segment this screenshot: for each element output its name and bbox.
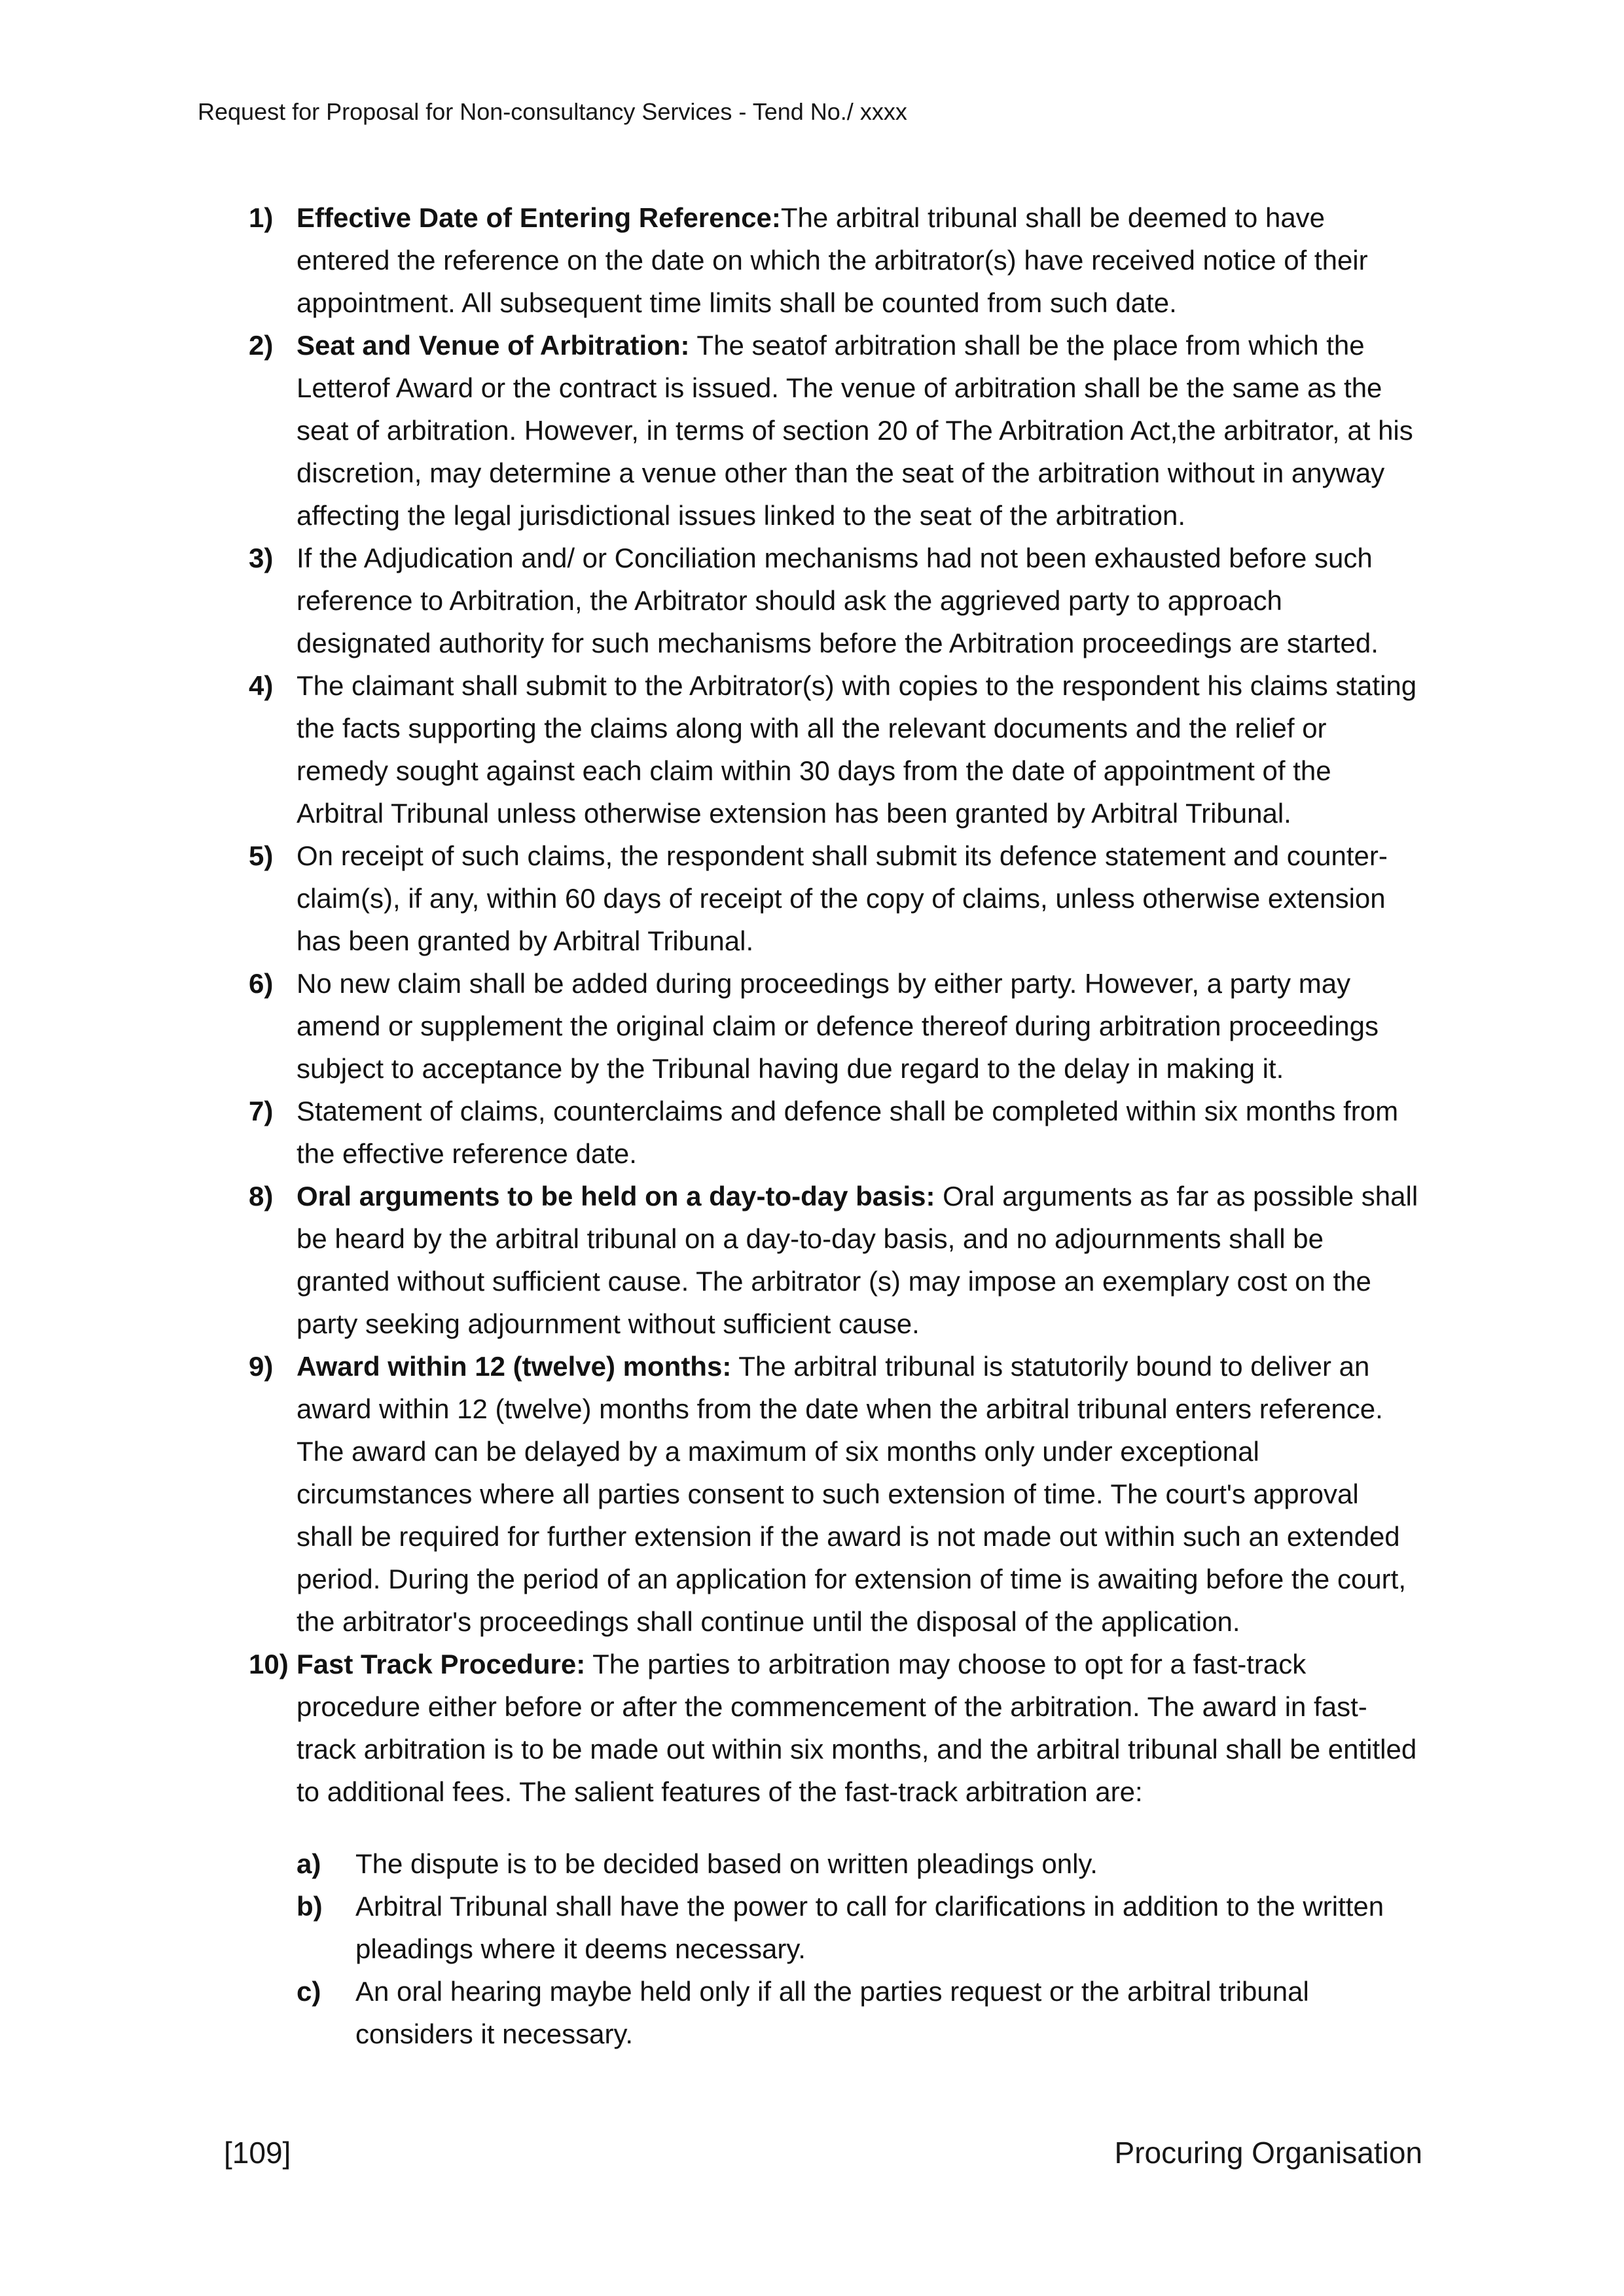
list-item-1 <box>249 196 1420 324</box>
item-number: 10) <box>249 1649 289 1679</box>
item-bold-lead: Fast Track Procedure: <box>297 1649 586 1679</box>
item-body-text: On receipt of such claims, the respondent shall submit its defence statement and counter-claim(s), if any, within 60 days of receipt of the copy of claims, unless otherwise extension has been granted by Arbitral Tribunal. <box>297 840 1388 956</box>
sub-item-text: The dispute is to be decided based on written pleadings only. <box>355 1848 1098 1879</box>
item-bold-lead: Effective Date of Entering Reference: <box>297 202 781 233</box>
item-bold-lead: Award within 12 (twelve) months: <box>297 1351 732 1382</box>
item-body-text: The claimant shall submit to the Arbitrator(s) with copies to the respondent his claims stating the facts supporting the claims along with all the relevant documents and the relief or remedy sought against each claim within 30 days from the date of appointment of the Arbitral Tribunal unless otherwise extension has been granted by Arbitral Tribunal. <box>297 670 1417 829</box>
item-body-text: The seatof arbitration shall be the place from which the Letterof Award or the contract is issued. The venue of arbitration shall be the same as the seat of arbitration. However, in terms of section 20 of The Arbitration Act,the arbitrator, at his discretion, may determine a venue other than the seat of the arbitration without in anyway affecting the legal jurisdictional issues linked to the seat of the arbitration. <box>297 330 1413 531</box>
page-header: Request for Proposal for Non-consultancy Services - Tend No./ xxxx <box>198 98 907 125</box>
sub-item-a <box>297 1842 1420 1885</box>
footer-organisation-label: Procuring Organisation <box>1114 2136 1422 2170</box>
sub-item-b <box>297 1885 1420 1970</box>
list-item-4 <box>249 664 1420 834</box>
fast-track-sublist <box>297 1842 1420 2055</box>
page-number: [109] <box>224 2136 291 2170</box>
item-number: 2) <box>249 330 274 361</box>
list-item-9 <box>249 1345 1420 1643</box>
list-item-10 <box>249 1643 1420 1813</box>
item-text <box>297 537 1420 664</box>
list-item-3 <box>249 537 1420 664</box>
sub-item-text: Arbitral Tribunal shall have the power to call for clarifications in addition to the written pleadings where it deems necessary. <box>355 1891 1384 1964</box>
list-item-7 <box>249 1090 1420 1175</box>
list-item-5 <box>249 834 1420 962</box>
item-body-text: The arbitral tribunal shall be deemed to have entered the reference on the date on which the arbitrator(s) have received notice of their appointment. All subsequent time limits shall be counted from such date. <box>297 202 1368 318</box>
item-number: 7) <box>249 1096 274 1126</box>
item-number: 1) <box>249 202 274 233</box>
item-body-text: Oral arguments as far as possible shall be heard by the arbitral tribunal on a day-to-day basis, and no adjournments shall be granted without sufficient cause. The arbitrator (s) may impose an exemplary cost on the party seeking adjournment without sufficient cause. <box>297 1181 1418 1339</box>
item-number: 6) <box>249 968 274 999</box>
item-body-text: The parties to arbitration may choose to opt for a fast-track procedure either before or after the commencement of the arbitration. The award in fast-track arbitration is to be made out within six months, and the arbitral tribunal shall be entitled to additional fees. The salient features of the fast-track arbitration are: <box>297 1649 1417 1807</box>
item-text <box>297 834 1420 962</box>
item-body-text: The arbitral tribunal is statutorily bound to deliver an award within 12 (twelve) months from the date when the arbitral tribunal enters reference. The award can be delayed by a maximum of six months only under exceptional circumstances where all parties consent to such extension of time. The court's approval shall be required for further extension if the award is not made out within such an extended period. During the period of an application for extension of time is awaiting before the court, the arbitrator's proceedings shall continue until the disposal of the application. <box>297 1351 1406 1637</box>
sub-item-text: An oral hearing maybe held only if all the parties request or the arbitral tribunal considers it necessary. <box>355 1976 1309 2049</box>
sub-item-letter: a) <box>297 1848 321 1879</box>
item-number: 9) <box>249 1351 274 1382</box>
item-number: 3) <box>249 543 274 573</box>
list-item-6 <box>249 962 1420 1090</box>
item-bold-lead: Oral arguments to be held on a day-to-day basis: <box>297 1181 935 1211</box>
item-body-text: If the Adjudication and/ or Conciliation mechanisms had not been exhausted before such reference to Arbitration, the Arbitrator should ask the aggrieved party to approach designated authority for such mechanisms before the Arbitration proceedings are started. <box>297 543 1379 658</box>
item-text <box>297 1345 1420 1643</box>
item-body-text: Statement of claims, counterclaims and defence shall be completed within six months from the effective reference date. <box>297 1096 1399 1169</box>
item-text <box>297 324 1420 537</box>
list-item-8 <box>249 1175 1420 1345</box>
item-number: 8) <box>249 1181 274 1211</box>
list-item-2 <box>249 324 1420 537</box>
item-text <box>297 196 1420 324</box>
item-number: 4) <box>249 670 274 701</box>
sub-item-letter: b) <box>297 1891 323 1922</box>
item-text <box>297 664 1420 834</box>
item-text <box>297 962 1420 1090</box>
item-text <box>297 1090 1420 1175</box>
item-text <box>297 1175 1420 1345</box>
document-body <box>249 196 1420 2055</box>
page-footer <box>224 2135 1422 2170</box>
sub-item-c <box>297 1970 1420 2055</box>
item-body-text: No new claim shall be added during proceedings by either party. However, a party may amend or supplement the original claim or defence thereof during arbitration proceedings subject to acceptance by the Tribunal having due regard to the delay in making it. <box>297 968 1379 1084</box>
item-number: 5) <box>249 840 274 871</box>
item-text <box>297 1643 1420 1813</box>
item-bold-lead: Seat and Venue of Arbitration: <box>297 330 690 361</box>
sub-item-letter: c) <box>297 1976 321 2007</box>
